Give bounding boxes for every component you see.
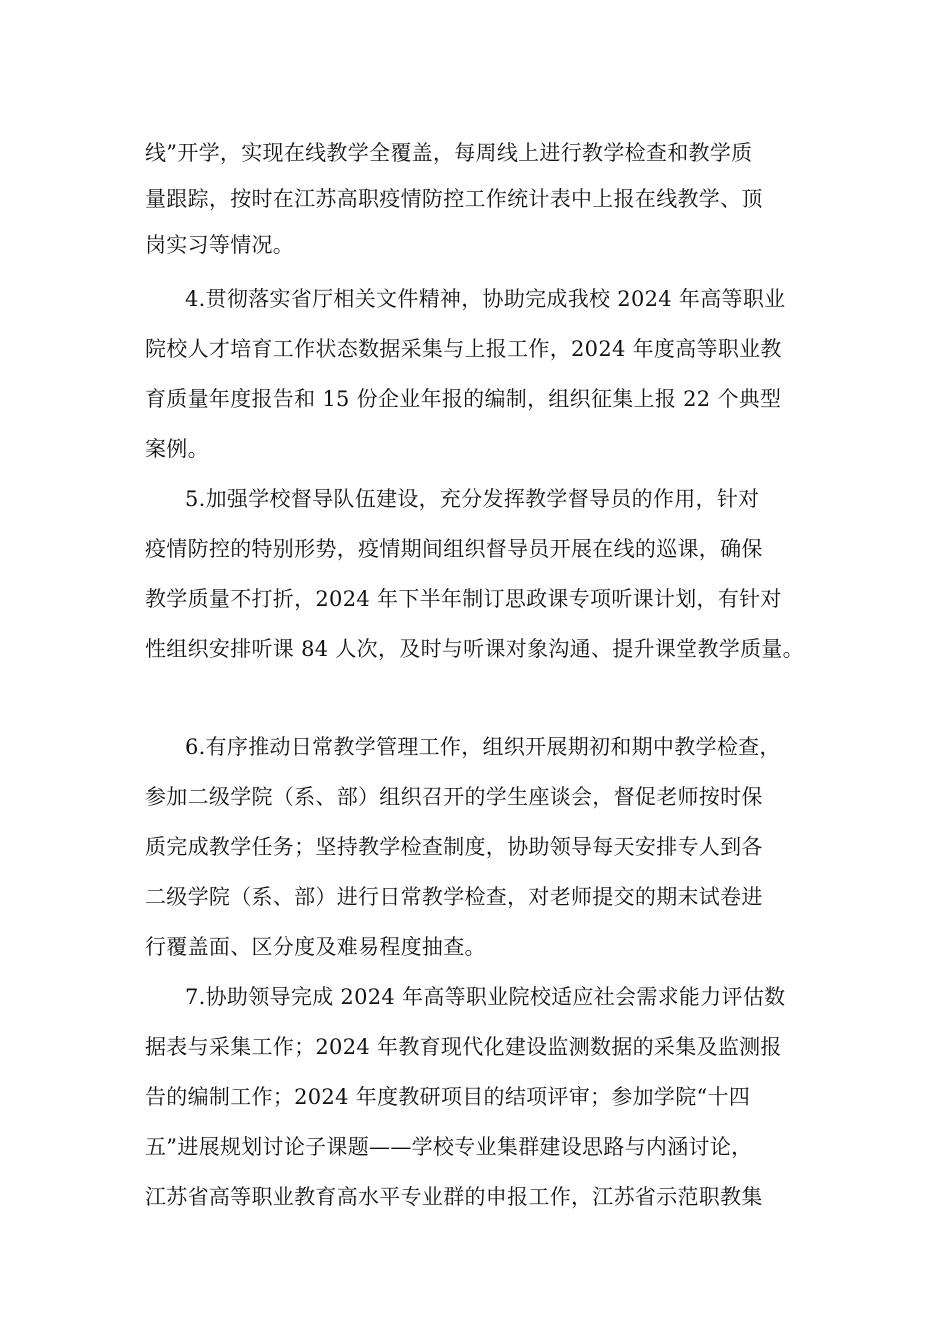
text-line: 院校人才培育工作状态数据采集与上报工作，2024 年度高等职业教 [145,337,782,361]
text-line: 案例。 [145,437,209,461]
text-line: 6.有序推动日常教学管理工作，组织开展期初和期中教学检查， [185,735,781,759]
text-line: 疫情防控的特别形势，疫情期间组织督导员开展在线的巡课，确保 [145,537,763,561]
text-line: 性组织安排听课 84 人次，及时与听课对象沟通、提升课堂教学质量。 [145,637,804,661]
text-line: 据表与采集工作；2024 年教育现代化建设监测数据的采集及监测报 [145,1035,782,1059]
text-line: 量跟踪，按时在江苏高职疫情防控工作统计表中上报在线教学、顶 [145,187,763,211]
text-line: 4.贯彻落实省厅相关文件精神，协助完成我校 2024 年高等职业 [185,287,786,311]
text-line: 教学质量不打折，2024 年下半年制订思政课专项听课计划，有针对 [145,587,782,611]
text-line: 线”开学，实现在线教学全覆盖，每周线上进行教学检查和教学质 [145,141,753,165]
text-line: 5.加强学校督导队伍建设，充分发挥教学督导员的作用，针对 [185,487,760,511]
text-line: 质完成教学任务；坚持教学检查制度，协助领导每天安排专人到各 [145,835,763,859]
text-line: 江苏省高等职业教育高水平专业群的申报工作，江苏省示范职教集 [145,1185,763,1209]
text-line: 行覆盖面、区分度及难易程度抽查。 [145,935,486,959]
text-line: 岗实习等情况。 [145,233,295,257]
text-line: 育质量年度报告和 15 份企业年报的编制，组织征集上报 22 个典型 [145,387,782,411]
text-line: 五”进展规划讨论子课题——学校专业集群建设思路与内涵讨论， [145,1135,753,1159]
text-line: 7.协助领导完成 2024 年高等职业院校适应社会需求能力评估数 [185,985,786,1009]
text-line: 二级学院（系、部）进行日常教学检查，对老师提交的期末试卷进 [145,885,763,909]
text-line: 参加二级学院（系、部）组织召开的学生座谈会，督促老师按时保 [145,785,763,809]
text-line: 告的编制工作；2024 年度教研项目的结项评审；参加学院“十四 [145,1085,751,1109]
